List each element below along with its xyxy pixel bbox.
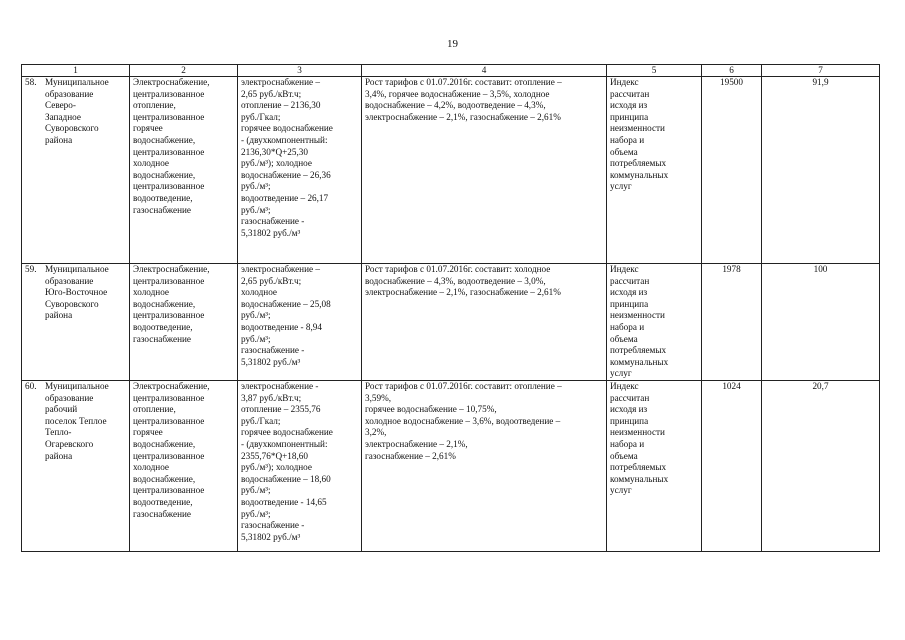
index-note-line: Индекс — [610, 77, 639, 87]
tariff-line: руб./Гкал; — [241, 111, 281, 122]
growth-line: горячее водоснабжение – 10,75%, — [365, 404, 497, 415]
growth-line: газоснабжение – 2,61% — [365, 450, 456, 461]
municipality-line: Муниципальное — [45, 77, 109, 87]
table-row — [22, 381, 880, 552]
column-header: 7 — [762, 65, 880, 77]
services-line: централизованное — [133, 310, 205, 321]
tariff-line: отопление – 2355,76 — [241, 404, 321, 415]
index-note-line: неизменности — [610, 310, 665, 321]
tariff-line: - (двухкомпонентный: — [241, 134, 328, 145]
index-note-line: Индекс — [610, 264, 639, 274]
services-line: холодное — [133, 158, 170, 169]
growth-line: электроснабжение – 2,1%, — [365, 438, 468, 449]
tariff-line: 5,31802 руб./м³ — [241, 356, 301, 367]
index-note-line: коммунальных — [610, 356, 669, 367]
table-row — [22, 77, 880, 264]
services-line: газоснабжение — [133, 333, 191, 344]
tariff-line: руб./м³; — [241, 181, 271, 192]
tariff-line: отопление – 2136,30 — [241, 100, 321, 111]
services-line: холодное — [133, 462, 170, 473]
table-row — [22, 264, 880, 381]
index-note-cell — [607, 77, 702, 264]
services-line: водоснабжение, — [133, 473, 196, 484]
column-header: 1 — [22, 65, 130, 77]
tariff-line: холодное — [241, 287, 278, 298]
growth-line: водоснабжение – 4,2%, водоотведение – 4,3%, — [365, 100, 546, 111]
municipality-line: рабочий — [45, 404, 78, 415]
column-header: 5 — [607, 65, 702, 77]
municipality-line: Северо- — [45, 100, 76, 111]
column-header: 3 — [238, 65, 362, 77]
growth-line: электроснабжение – 2,1%, газоснабжение – 2,61% — [365, 111, 561, 122]
tariff-line: 2,65 руб./кВт.ч; — [241, 88, 302, 99]
services-line: централизованное — [133, 146, 205, 157]
services-line: водоотведение, — [133, 192, 193, 203]
growth-line: Рост тарифов с 01.07.2016г. составит: холодное — [365, 264, 551, 274]
tariff-table — [21, 64, 880, 552]
tariff-line: водоотведение - 8,94 — [241, 321, 322, 332]
services-cell — [130, 381, 238, 552]
municipality-line: района — [45, 134, 73, 145]
tariff-line: 2355,76*Q+18,60 — [241, 450, 308, 461]
municipality-line: Тепло- — [45, 427, 72, 438]
municipality-cell — [22, 264, 130, 381]
growth-cell — [362, 381, 607, 552]
tariffs-cell — [238, 77, 362, 264]
value-col6: 1024 — [702, 381, 762, 552]
tariff-line: 5,31802 руб./м³ — [241, 531, 301, 542]
services-line: холодное — [133, 287, 170, 298]
value-col7: 20,7 — [762, 381, 880, 552]
column-header: 2 — [130, 65, 238, 77]
value-col6: 1978 — [702, 264, 762, 381]
index-note-line: исходя из — [610, 100, 648, 111]
growth-line: 3,2%, — [365, 427, 387, 438]
value-col7: 100 — [762, 264, 880, 381]
municipality-line: Муниципальное — [45, 381, 109, 391]
services-line: отопление, — [133, 404, 176, 415]
municipality-line: Суворовского — [45, 298, 99, 309]
services-line: централизованное — [133, 88, 205, 99]
tariff-line: руб./м³); холодное — [241, 462, 312, 473]
services-line: горячее — [133, 427, 163, 438]
index-note-line: коммунальных — [610, 169, 669, 180]
index-note-line: потребляемых — [610, 462, 667, 473]
services-line: Электроснабжение, — [133, 77, 210, 87]
index-note-line: потребляемых — [610, 345, 667, 356]
tariff-line: 5,31802 руб./м³ — [241, 227, 301, 238]
municipality-cell — [22, 381, 130, 552]
tariff-line: водоснабжение – 25,08 — [241, 298, 331, 309]
growth-line: водоснабжение – 4,3%, водоотведение – 3,0%, — [365, 275, 546, 286]
services-line: газоснабжение — [133, 204, 191, 215]
municipality-line: Муниципальное — [45, 264, 109, 274]
tariff-line: руб./м³); холодное — [241, 158, 312, 169]
growth-line: Рост тарифов с 01.07.2016г. составит: отопление – — [365, 77, 562, 87]
growth-line: Рост тарифов с 01.07.2016г. составит: отопление – — [365, 381, 562, 391]
index-note-line: неизменности — [610, 427, 665, 438]
growth-line: холодное водоснабжение – 3,6%, водоотведение – — [365, 415, 561, 426]
index-note-line: исходя из — [610, 404, 648, 415]
tariff-line: газоснабжение - — [241, 520, 305, 531]
index-note-line: набора и — [610, 438, 645, 449]
tariff-line: водоснабжение – 18,60 — [241, 473, 331, 484]
index-note-line: услуг — [610, 181, 632, 192]
tariff-line: водоотведение - 14,65 — [241, 496, 327, 507]
tariff-line: водоснабжение – 26,36 — [241, 169, 331, 180]
services-line: централизованное — [133, 111, 205, 122]
column-header: 6 — [702, 65, 762, 77]
index-note-line: рассчитан — [610, 392, 650, 403]
index-note-line: набора и — [610, 321, 645, 332]
municipality-line: Огаревского — [45, 438, 94, 449]
index-note-line: объема — [610, 450, 638, 461]
value-col6: 19500 — [702, 77, 762, 264]
municipality-line: Суворовского — [45, 123, 99, 134]
column-number-row — [22, 65, 880, 77]
tariff-line: газоснабжение - — [241, 345, 305, 356]
services-line: водоотведение, — [133, 321, 193, 332]
row-number: 60. — [25, 381, 37, 391]
index-note-line: рассчитан — [610, 275, 650, 286]
services-line: водоснабжение, — [133, 298, 196, 309]
tariff-line: 3,87 руб./кВт.ч; — [241, 392, 302, 403]
index-note-line: неизменности — [610, 123, 665, 134]
tariff-line: руб./Гкал; — [241, 415, 281, 426]
growth-cell — [362, 264, 607, 381]
index-note-line: исходя из — [610, 287, 648, 298]
services-line: централизованное — [133, 181, 205, 192]
tariff-line: руб./м³; — [241, 485, 271, 496]
row-number: 58. — [25, 77, 37, 87]
index-note-line: принципа — [610, 298, 649, 309]
page-number: 19 — [447, 38, 458, 50]
services-line: водоснабжение, — [133, 134, 196, 145]
tariff-line: 2136,30*Q+25,30 — [241, 146, 308, 157]
growth-cell — [362, 77, 607, 264]
municipality-line: района — [45, 450, 73, 461]
services-line: централизованное — [133, 275, 205, 286]
index-note-cell — [607, 264, 702, 381]
index-note-line: коммунальных — [610, 473, 669, 484]
index-note-line: набора и — [610, 134, 645, 145]
index-note-cell — [607, 381, 702, 552]
services-line: водоснабжение, — [133, 169, 196, 180]
services-line: централизованное — [133, 392, 205, 403]
growth-line: 3,4%, горячее водоснабжение – 3,5%, холодное — [365, 88, 550, 99]
growth-line: 3,59%, — [365, 392, 392, 403]
column-header: 4 — [362, 65, 607, 77]
services-line: централизованное — [133, 415, 205, 426]
tariff-line: руб./м³; — [241, 508, 271, 519]
index-note-line: объема — [610, 333, 638, 344]
index-note-line: рассчитан — [610, 88, 650, 99]
services-line: Электроснабжение, — [133, 264, 210, 274]
index-note-line: принципа — [610, 415, 649, 426]
tariffs-cell — [238, 381, 362, 552]
services-line: Электроснабжение, — [133, 381, 210, 391]
growth-line: электроснабжение – 2,1%, газоснабжение – 2,61% — [365, 287, 561, 298]
services-line: водоснабжение, — [133, 438, 196, 449]
municipality-line: района — [45, 310, 73, 321]
tariff-line: горячее водоснабжение — [241, 123, 333, 134]
index-note-line: объема — [610, 146, 638, 157]
tariff-line: горячее водоснабжение — [241, 427, 333, 438]
tariff-line: газоснабжение - — [241, 216, 305, 227]
tariff-line: электроснабжение – — [241, 264, 320, 274]
tariff-line: водоотведение – 26,17 — [241, 192, 329, 203]
index-note-line: Индекс — [610, 381, 639, 391]
tariff-line: руб./м³; — [241, 204, 271, 215]
tariff-line: электроснабжение - — [241, 381, 319, 391]
tariff-line: 2,65 руб./кВт.ч; — [241, 275, 302, 286]
municipality-line: образование — [45, 88, 94, 99]
row-number: 59. — [25, 264, 37, 274]
municipality-line: поселок Теплое — [45, 415, 107, 426]
municipality-line: образование — [45, 275, 94, 286]
services-cell — [130, 77, 238, 264]
services-line: централизованное — [133, 485, 205, 496]
index-note-line: услуг — [610, 485, 632, 496]
tariff-line: руб./м³; — [241, 333, 271, 344]
services-cell — [130, 264, 238, 381]
services-line: отопление, — [133, 100, 176, 111]
tariffs-cell — [238, 264, 362, 381]
services-line: горячее — [133, 123, 163, 134]
index-note-line: принципа — [610, 111, 649, 122]
municipality-line: Западное — [45, 111, 81, 122]
index-note-line: потребляемых — [610, 158, 667, 169]
municipality-line: образование — [45, 392, 94, 403]
services-line: централизованное — [133, 450, 205, 461]
value-col7: 91,9 — [762, 77, 880, 264]
municipality-cell — [22, 77, 130, 264]
services-line: водоотведение, — [133, 496, 193, 507]
tariff-line: электроснабжение – — [241, 77, 320, 87]
index-note-line: услуг — [610, 368, 632, 379]
services-line: газоснабжение — [133, 508, 191, 519]
tariff-line: - (двухкомпонентный: — [241, 438, 328, 449]
municipality-line: Юго-Восточное — [45, 287, 108, 298]
tariff-line: руб./м³; — [241, 310, 271, 321]
